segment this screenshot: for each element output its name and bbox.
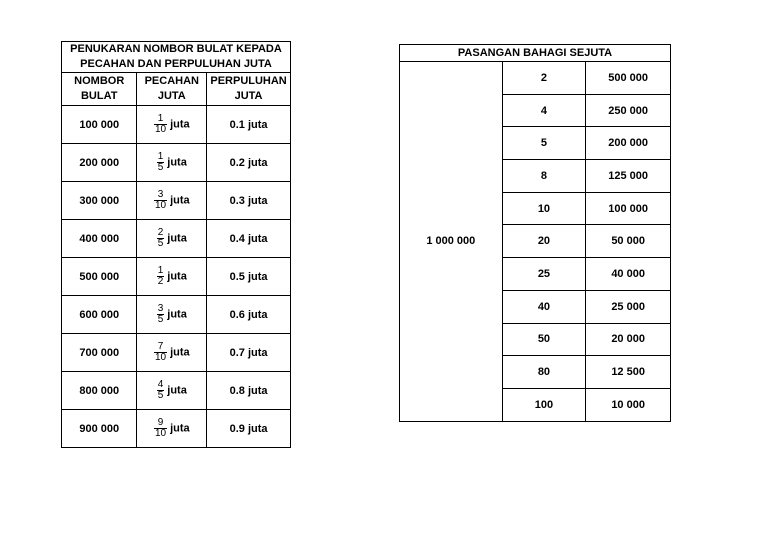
fraction-numerator: 9 xyxy=(157,417,164,428)
fraction-unit: juta xyxy=(170,118,190,131)
fraction xyxy=(157,380,165,401)
conversion-table xyxy=(61,41,291,448)
fraction-cell xyxy=(137,334,207,372)
divisor-cell: 10 xyxy=(502,192,586,225)
divisor-cell: 100 xyxy=(502,388,586,421)
table-row xyxy=(62,296,291,334)
table-row xyxy=(62,182,291,220)
fraction-numerator: 1 xyxy=(157,265,164,276)
quotient-cell: 100 000 xyxy=(586,192,671,225)
quotient-cell: 12 500 xyxy=(586,356,671,389)
fraction-unit: juta xyxy=(167,384,187,397)
fraction xyxy=(157,152,165,173)
total-cell: 1 000 000 xyxy=(400,62,503,422)
table-row xyxy=(62,106,291,144)
fraction-cell xyxy=(137,220,207,258)
decimal-cell: 0.7 juta xyxy=(207,334,291,372)
divisor-cell: 5 xyxy=(502,127,586,160)
quotient-cell: 125 000 xyxy=(586,160,671,193)
fraction-denominator: 2 xyxy=(157,276,164,287)
quotient-cell: 25 000 xyxy=(586,290,671,323)
fraction xyxy=(157,304,165,325)
header-decimal: PERPULUHAN JUTA xyxy=(207,73,291,106)
fraction-denominator: 10 xyxy=(154,352,167,363)
decimal-cell: 0.4 juta xyxy=(207,220,291,258)
quotient-cell: 10 000 xyxy=(586,388,671,421)
table-row xyxy=(62,410,291,448)
table-row xyxy=(400,62,671,95)
table-row xyxy=(62,144,291,182)
divisor-cell: 4 xyxy=(502,94,586,127)
fraction-cell xyxy=(137,296,207,334)
quotient-cell: 40 000 xyxy=(586,258,671,291)
quotient-cell: 200 000 xyxy=(586,127,671,160)
fraction-numerator: 1 xyxy=(157,113,164,124)
fraction-cell xyxy=(137,258,207,296)
fraction-denominator: 5 xyxy=(157,238,164,249)
fraction-cell xyxy=(137,410,207,448)
decimal-cell: 0.1 juta xyxy=(207,106,291,144)
fraction-cell xyxy=(137,106,207,144)
quotient-cell: 20 000 xyxy=(586,323,671,356)
whole-number-cell: 400 000 xyxy=(62,220,137,258)
fraction-denominator: 5 xyxy=(157,162,164,173)
fraction-unit: juta xyxy=(167,156,187,169)
fraction-unit: juta xyxy=(167,232,187,245)
whole-number-cell: 500 000 xyxy=(62,258,137,296)
fraction-cell xyxy=(137,144,207,182)
fraction-denominator: 10 xyxy=(154,428,167,439)
fraction xyxy=(157,228,165,249)
fraction-unit: juta xyxy=(170,346,190,359)
pairs-table xyxy=(399,44,671,422)
decimal-cell: 0.6 juta xyxy=(207,296,291,334)
decimal-cell: 0.8 juta xyxy=(207,372,291,410)
divisor-cell: 80 xyxy=(502,356,586,389)
quotient-cell: 50 000 xyxy=(586,225,671,258)
fraction-cell xyxy=(137,372,207,410)
divisor-cell: 20 xyxy=(502,225,586,258)
whole-number-cell: 900 000 xyxy=(62,410,137,448)
decimal-cell: 0.2 juta xyxy=(207,144,291,182)
whole-number-cell: 700 000 xyxy=(62,334,137,372)
fraction-cell xyxy=(137,182,207,220)
fraction-numerator: 3 xyxy=(157,189,164,200)
fraction-denominator: 5 xyxy=(157,314,164,325)
fraction xyxy=(157,266,165,287)
fraction xyxy=(154,342,167,363)
decimal-cell: 0.5 juta xyxy=(207,258,291,296)
table-row xyxy=(62,334,291,372)
fraction-unit: juta xyxy=(167,308,187,321)
whole-number-cell: 800 000 xyxy=(62,372,137,410)
fraction-numerator: 1 xyxy=(157,151,164,162)
fraction-unit: juta xyxy=(167,270,187,283)
divisor-cell: 50 xyxy=(502,323,586,356)
decimal-cell: 0.9 juta xyxy=(207,410,291,448)
fraction-numerator: 7 xyxy=(157,341,164,352)
table-row xyxy=(62,372,291,410)
fraction-numerator: 2 xyxy=(157,227,164,238)
quotient-cell: 500 000 xyxy=(586,62,671,95)
whole-number-cell: 600 000 xyxy=(62,296,137,334)
fraction-denominator: 10 xyxy=(154,124,167,135)
divisor-cell: 8 xyxy=(502,160,586,193)
header-whole-number: NOMBOR BULAT xyxy=(62,73,137,106)
fraction-unit: juta xyxy=(170,194,190,207)
whole-number-cell: 200 000 xyxy=(62,144,137,182)
fraction xyxy=(154,190,167,211)
fraction-unit: juta xyxy=(170,422,190,435)
fraction-numerator: 4 xyxy=(157,379,164,390)
divisor-cell: 2 xyxy=(502,62,586,95)
table-row xyxy=(62,258,291,296)
pairs-table-title: PASANGAN BAHAGI SEJUTA xyxy=(400,45,671,62)
divisor-cell: 25 xyxy=(502,258,586,291)
fraction-numerator: 3 xyxy=(157,303,164,314)
conversion-table-title: PENUKARAN NOMBOR BULAT KEPADA PECAHAN DAN PERPULUHAN JUTA xyxy=(62,42,291,73)
fraction-denominator: 10 xyxy=(154,200,167,211)
fraction xyxy=(154,418,167,439)
decimal-cell: 0.3 juta xyxy=(207,182,291,220)
fraction-denominator: 5 xyxy=(157,390,164,401)
header-fraction: PECAHAN JUTA xyxy=(137,73,207,106)
whole-number-cell: 300 000 xyxy=(62,182,137,220)
divisor-cell: 40 xyxy=(502,290,586,323)
fraction xyxy=(154,114,167,135)
whole-number-cell: 100 000 xyxy=(62,106,137,144)
table-row xyxy=(62,220,291,258)
quotient-cell: 250 000 xyxy=(586,94,671,127)
